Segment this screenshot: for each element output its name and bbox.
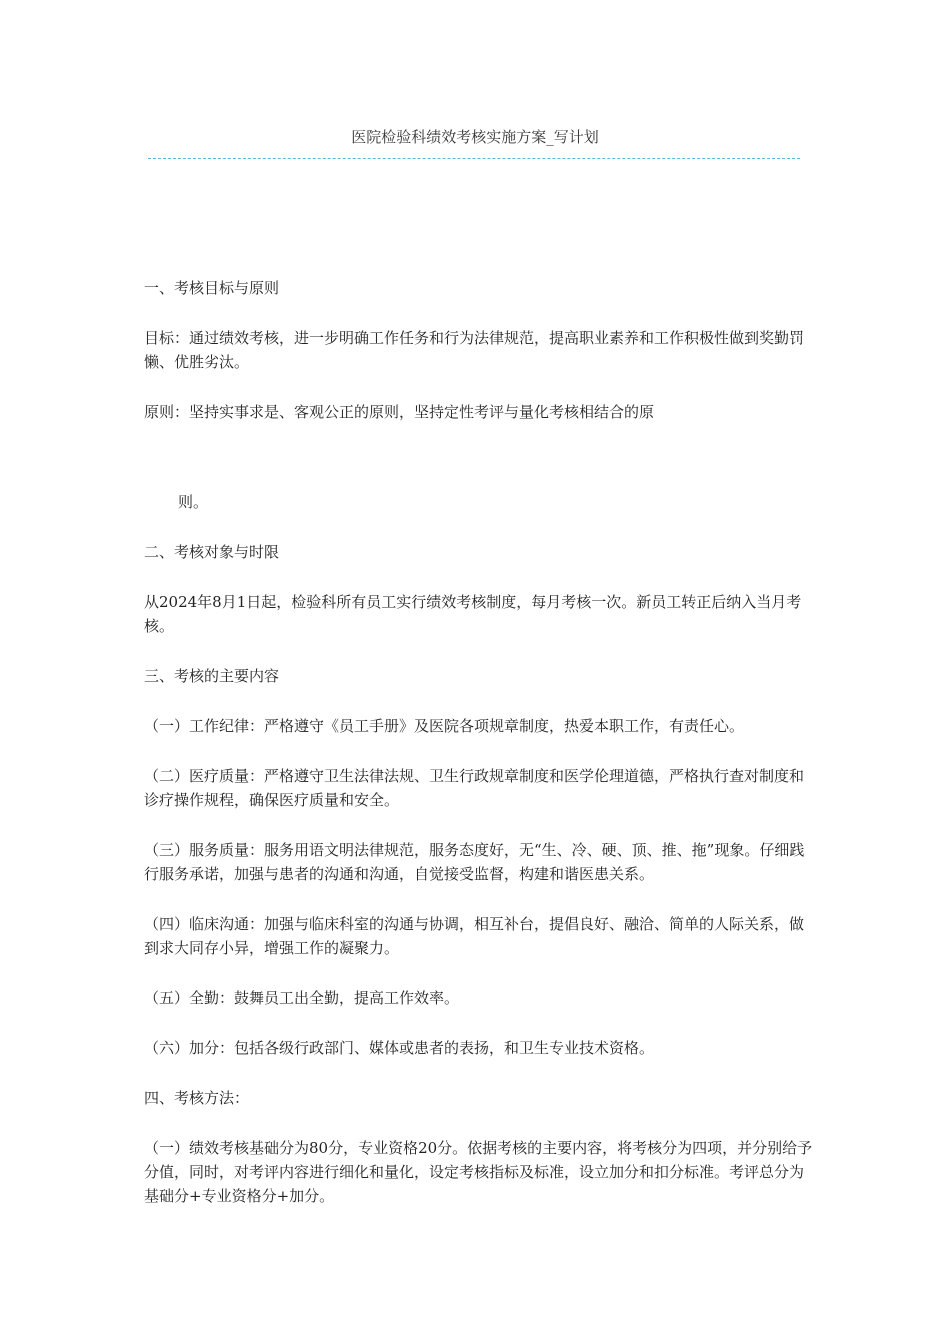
section-heading-1: 一、考核目标与原则 [144,279,280,297]
paragraph-principle-continued: 则。 [178,493,209,511]
paragraph-attendance: （五）全勤：鼓舞员工出全勤，提高工作效率。 [144,989,460,1007]
section-heading-3: 三、考核的主要内容 [144,667,280,685]
document-body [144,276,816,1208]
paragraph-discipline: （一）工作纪律：严格遵守《员工手册》及医院各项规章制度，热爱本职工作，有责任心。 [144,717,745,735]
section-heading-2: 二、考核对象与时限 [144,543,280,561]
paragraph-medical-quality: （二）医疗质量：严格遵守卫生法律法规、卫生行政规章制度和医学伦理道德，严格执行查对制度和诊疗操作规程，确保医疗质量和安全。 [144,767,805,809]
paragraph-goal: 目标：通过绩效考核，进一步明确工作任务和行为法律规范，提高职业素养和工作积极性做到奖勤罚懒、优胜劣汰。 [144,329,805,371]
paragraph-bonus-points: （六）加分：包括各级行政部门、媒体或患者的表扬，和卫生专业技术资格。 [144,1039,655,1057]
paragraph-method: （一）绩效考核基础分为80分，专业资格20分。依据考核的主要内容，将考核分为四项，并分别给予分值，同时，对考评内容进行细化和量化，设定考核指标及标准，设立加分和扣分标准。考评总分为基础分+专业资格分+加分。 [144,1139,813,1205]
paragraph-scope: 从2024年8月1日起，检验科所有员工实行绩效考核制度，每月考核一次。新员工转正后纳入当月考核。 [144,593,802,635]
section-heading-4: 四、考核方法： [144,1089,250,1107]
title-divider [148,158,800,159]
document-title: 医院检验科绩效考核实施方案_写计划 [351,128,599,146]
paragraph-principle: 原则：坚持实事求是、客观公正的原则，坚持定性考评与量化考核相结合的原 [144,403,655,421]
paragraph-clinical-communication: （四）临床沟通：加强与临床科室的沟通与协调，相互补台，提倡良好、融洽、简单的人际关系，做到求大同存小异，增强工作的凝聚力。 [144,915,805,957]
paragraph-service-quality: （三）服务质量：服务用语文明法律规范，服务态度好，无“生、冷、硬、顶、推、拖”现象。仔细践行服务承诺，加强与患者的沟通和沟通，自觉接受监督，构建和谐医患关系。 [144,841,805,883]
